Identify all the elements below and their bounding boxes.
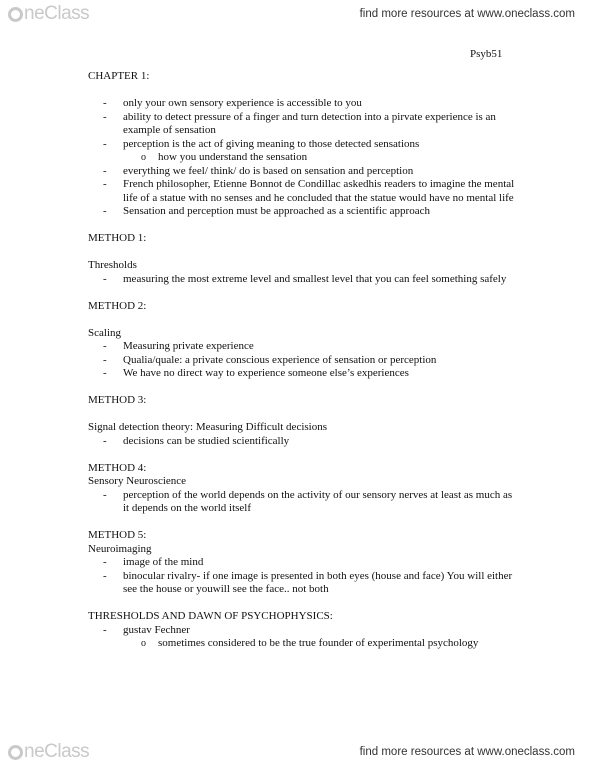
method1-list (88, 273, 518, 287)
thresholds-list (88, 624, 518, 651)
method2-title: Scaling (88, 326, 121, 339)
list-item: - everything we feel/ think/ do is based on sensation and perception (88, 165, 518, 179)
oneclass-logo[interactable] (8, 741, 89, 763)
sub-list (88, 151, 518, 165)
list-item: - gustav Fechner o sometimes considered to be the true founder of experimental psychology (88, 624, 518, 651)
method2-list (88, 340, 518, 381)
method5-title: Neuroimaging (88, 542, 152, 555)
method5-list (88, 556, 518, 597)
method5-heading: METHOD 5: (88, 529, 147, 541)
document-body (88, 70, 518, 651)
list-item: - perception of the world depends on the activity of our sensory nerves at least as much as it depends on the world itself (88, 489, 518, 516)
list-item: - Sensation and perception must be approached as a scientific approach (88, 205, 518, 219)
find-more-link[interactable]: find more resources at www.oneclass.com (359, 746, 575, 758)
method4-title: Sensory Neuroscience (88, 475, 187, 487)
top-banner (0, 0, 595, 32)
logo-ring-icon (8, 745, 23, 760)
find-more-link[interactable]: find more resources at www.oneclass.com (359, 8, 575, 20)
list-item: - We have no direct way to experience someone else’s experiences (88, 367, 518, 381)
method4-list (88, 489, 518, 516)
sub-list (88, 637, 518, 651)
bottom-banner (0, 738, 595, 770)
course-code: Psyb51 (470, 48, 503, 60)
method2-heading: METHOD 2: (88, 299, 147, 312)
list-item: - Measuring private experience (88, 340, 518, 354)
logo-text: neClass (24, 3, 90, 24)
list-item: - measuring the most extreme level and smallest level that you can feel something safely (88, 273, 518, 287)
chapter-heading: CHAPTER 1: (88, 70, 150, 82)
method1-title: Thresholds (88, 259, 137, 271)
sub-list-item: o sometimes considered to be the true founder of experimental psychology (88, 637, 518, 651)
method4-heading: METHOD 4: (88, 461, 147, 474)
list-item: - French philosopher, Etienne Bonnot de Condillac askedhis readers to imagine the mental life of a statue with no senses and he concluded that the statue would have no mental life (88, 178, 518, 205)
method3-title: Signal detection theory: Measuring Difficult decisions (88, 421, 327, 433)
chapter-list (88, 97, 518, 219)
list-item: - ability to detect pressure of a finger and turn detection into a pirvate experience is an example of sensation (88, 111, 518, 138)
list-item: - only your own sensory experience is accessible to you (88, 97, 518, 111)
logo-ring-icon (8, 7, 23, 22)
method1-heading: METHOD 1: (88, 232, 147, 244)
method3-heading: METHOD 3: (88, 394, 147, 406)
list-item: - image of the mind (88, 556, 518, 570)
thresholds-heading: THRESHOLDS AND DAWN OF PSYCHOPHYSICS: (88, 610, 333, 622)
list-item: - perception is the act of giving meaning to those detected sensations o how you understand the sensation (88, 138, 518, 165)
method3-list (88, 435, 518, 449)
list-item: - Qualia/quale: a private conscious experience of sensation or perception (88, 354, 518, 368)
list-item: - decisions can be studied scientifically (88, 435, 518, 449)
list-item: - binocular rivalry- if one image is presented in both eyes (house and face) You will either see the house or youwill see the face.. not both (88, 570, 518, 597)
logo-text: neClass (24, 741, 90, 762)
sub-list-item: o how you understand the sensation (88, 151, 518, 165)
oneclass-logo[interactable] (8, 3, 89, 25)
